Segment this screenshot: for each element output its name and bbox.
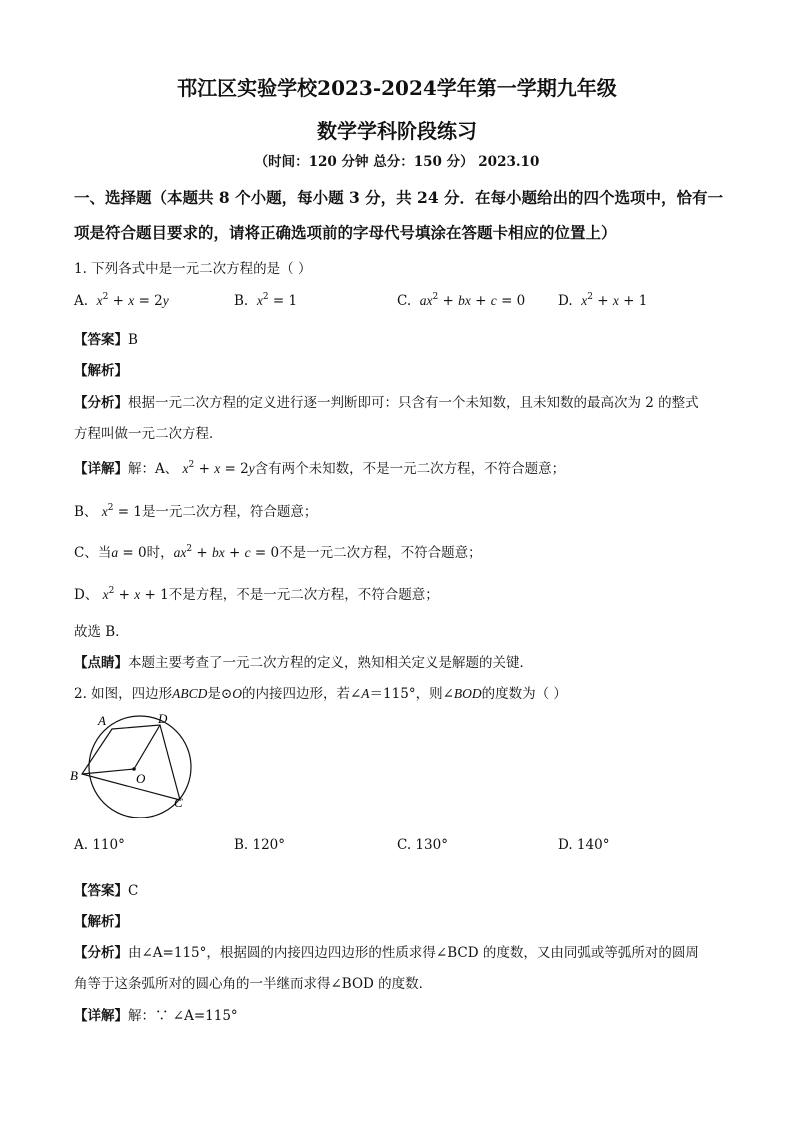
q2-stem-bod: BOD: [453, 686, 482, 701]
exam-subtitle: 数学学科阶段练习: [317, 119, 477, 143]
answer-tag: 【答案】: [74, 883, 128, 899]
answer-tag: 【答案】: [74, 332, 128, 348]
q2-option-a: A. 110°: [74, 837, 125, 853]
dianjing-tag: 【点睛】: [74, 655, 128, 671]
label-o: O: [136, 771, 146, 786]
q1-detail-d: D、 $x^2 + x + 1$不是方程，不是一元二次方程，不符合题意；: [74, 586, 439, 603]
q1-detail-d-post: 不是方程，不是一元二次方程，不符合题意；: [168, 587, 439, 603]
fenxi-tag: 【分析】: [74, 395, 128, 411]
q1-detail-b-pre: B、: [74, 504, 98, 520]
q1-fenxi-line1: [74, 391, 699, 411]
q2-fenxi-line1: [74, 941, 699, 961]
q2-answer-value: C: [128, 883, 139, 899]
q1-detail-c-mid: 时，: [146, 545, 174, 561]
q1-detail-b: B、 $x^2 = 1$是一元二次方程，符合题意；: [74, 503, 318, 520]
q1-conclusion: 故选 B．: [74, 624, 129, 640]
q1-detail-a-pre: 解：A、: [128, 461, 179, 477]
q1-option-c-letter: C.: [397, 293, 412, 309]
q2-stem: [74, 682, 567, 702]
q1-detail-a: 【详解】解：A、 $x^2 + x = 2y$含有两个未知数，不是一元二次方程，不符合题意；: [74, 460, 566, 477]
fenxi-tag: 【分析】: [74, 945, 128, 961]
q2-stem-o: O: [232, 686, 242, 701]
q1-fenxi-line2: 方程叫做一元二次方程．: [74, 426, 223, 442]
q1-detail-a-post: 含有两个未知数，不是一元二次方程，不符合题意；: [254, 461, 566, 477]
q2-option-c: C. 130°: [397, 837, 448, 853]
label-a: A: [98, 713, 106, 728]
label-b: B: [70, 768, 78, 783]
q2-answer: [74, 879, 138, 899]
q1-detail-c-post: 不是一元二次方程，不符合题意；: [279, 545, 482, 561]
xiangjie-tag: 【详解】: [74, 1008, 128, 1024]
label-d: D: [158, 711, 168, 726]
q1-option-d: D. $x^2 + x + 1$: [558, 292, 648, 309]
q2-stem-mid1: 是⊙: [207, 686, 233, 702]
q2-stem-mid3: ＝115°，则∠: [369, 686, 454, 702]
q2-stem-a: A: [361, 686, 370, 701]
q1-detail-b-post: 是一元二次方程，符合题意；: [141, 504, 318, 520]
q2-stem-mid2: 的内接四边形，若∠: [241, 686, 362, 702]
q1-dianjing: [74, 651, 533, 671]
q2-fenxi-text1: 由∠A=115°，根据圆的内接四边四边形的性质求得∠BCD 的度数，又由同弧或等弧所对的圆周: [128, 945, 699, 961]
q1-detail-d-pre: D、: [74, 587, 99, 603]
q1-option-a: A. $x^2 + x = 2y$: [74, 292, 169, 309]
q1-stem: 1. 下列各式中是一元二次方程的是（ ）: [74, 261, 312, 277]
q1-option-c: C. $ax^2$ + bx + c = 0: [397, 292, 526, 309]
segment-od: [134, 725, 160, 769]
q1-analysis-tag: 【解析】: [74, 363, 128, 379]
q2-fenxi-line2: 角等于这条弧所对的圆心角的一半继而求得∠BOD 的度数．: [74, 976, 433, 992]
q2-option-b: B. 120°: [234, 837, 286, 853]
q1-answer-value: B: [128, 332, 138, 348]
circle-quadrilateral-figure: [64, 708, 204, 818]
q1-detail-c: C、当a = 0时，$ax^2$ + bx + c = 0不是一元二次方程，不符合题意；: [74, 544, 482, 561]
q1-option-b: B. $x^2 = 1$: [234, 292, 298, 309]
q2-detail-text1: 解：∵ ∠A=115°: [128, 1008, 238, 1024]
q2-stem-abcd: ABCD: [172, 686, 208, 701]
q2-analysis-tag: 【解析】: [74, 914, 128, 930]
q2-option-d: D. 140°: [558, 837, 610, 853]
quadrilateral-abcd: [82, 725, 180, 800]
q1-detail-c-pre: C、当: [74, 545, 112, 561]
q2-stem-pre: 2. 如图，四边形: [74, 686, 173, 702]
q1-dianjing-text: 本题主要考查了一元二次方程的定义，熟知相关定义是解题的关键．: [128, 655, 533, 671]
q1-option-a-letter: A.: [74, 293, 89, 309]
label-c: C: [174, 795, 183, 810]
q2-stem-post: 的度数为（ ）: [481, 686, 567, 702]
xiangjie-tag: 【详解】: [74, 461, 128, 477]
section-heading-line1: 一、选择题（本题共 8 个小题，每小题 3 分，共 24 分．在每小题给出的四个选项中，恰有一: [74, 188, 724, 207]
exam-info: （时间：120 分钟 总分：150 分） 2023.10: [254, 154, 540, 170]
q1-option-b-letter: B.: [234, 293, 249, 309]
q1-option-d-letter: D.: [558, 293, 573, 309]
q1-answer: [74, 328, 138, 348]
q2-detail-line1: [74, 1004, 238, 1024]
q1-fenxi-text1: 根据一元二次方程的定义进行逐一判断即可：只含有一个未知数，且未知数的最高次为 2 的整式: [128, 395, 699, 411]
section-heading-line2: 项是符合题目要求的，请将正确选项前的字母代号填涂在答题卡相应的位置上）: [74, 223, 617, 242]
exam-title: 邗江区实验学校2023-2024学年第一学期九年级: [177, 76, 617, 100]
